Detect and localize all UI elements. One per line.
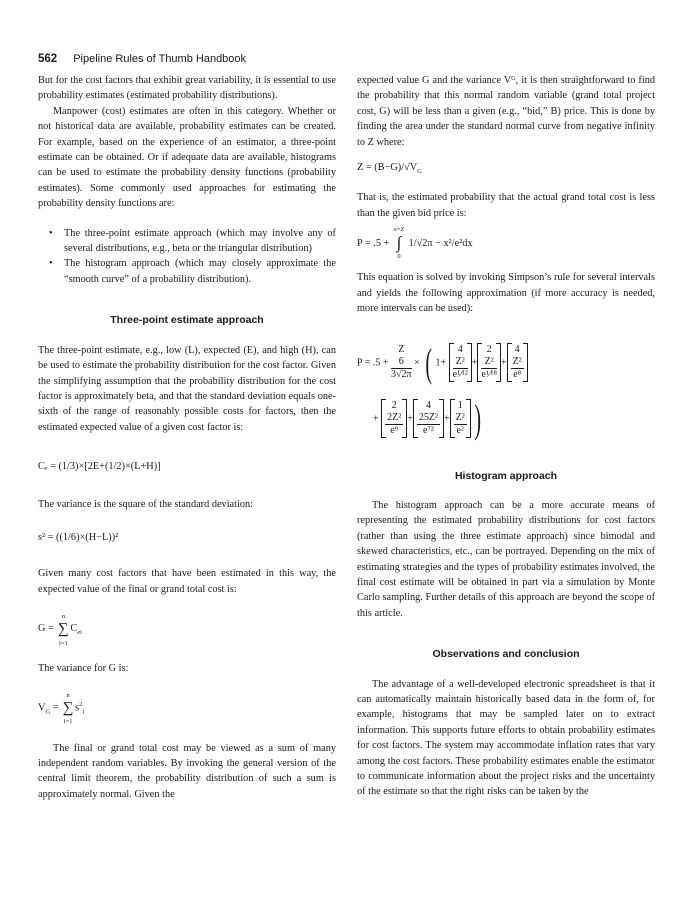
integral-lower: 0 <box>397 252 401 260</box>
left-paragraph-4: The variance is the square of the standard deviation: <box>38 498 254 510</box>
term-den: e⁷² <box>422 425 434 437</box>
sigma-lower: i=1 <box>63 718 73 726</box>
term-num: Z² <box>455 412 465 424</box>
left-column <box>38 73 336 802</box>
term-den: e¹⁄¹⁸ <box>481 369 497 381</box>
frac-num: 6 <box>391 356 412 369</box>
eq-lhs: G = <box>38 623 54 635</box>
eq-z-body: Z = (B−G)/√V <box>357 162 418 174</box>
equation-variance: s² = ((1/6)×(H−L))² <box>38 531 119 543</box>
equation-z <box>357 160 655 179</box>
term-num: 25Z² <box>418 412 438 424</box>
section-heading-histogram: Histogram approach <box>454 469 558 482</box>
simpson-term-3 <box>507 343 528 382</box>
right-paragraph-5: The advantage of a well-developed electronic spreadsheet is that it can automatically maintain historically based data in the form of, for example, histograms that may be sampled later on to extract information. This supports future efforts to obtain probability estimates for cost factors. The system may accommodate inflation rates that vary among the cost factors. These probability estimates enable the estimator to communicate information about the project risks and the uncertainty of the estimate so that the right risks can be taken by the <box>357 678 655 798</box>
frac-top-z: Z <box>398 344 405 356</box>
bullet-text: The histogram approach (which may closely approximate the “smooth curve” of a probability distribution). <box>64 258 336 285</box>
eq-rhs-subscript: i <box>82 708 85 716</box>
bullet-icon: • <box>49 258 53 270</box>
left-paragraph-3: The three-point estimate, e.g., low (L), expected (E), and high (H), can be used to estimate the probability distribution for the cost factor. Given the simplifying assumption that the probability distribution for the cost factor is approximately beta, and that the standard deviation equals one-sixth of the range of reasonably possible costs for factors, then the estimated expected value of a given cost factor is: <box>38 344 336 433</box>
term-coef: 1 <box>457 400 463 412</box>
frac-den: 3√2π <box>390 369 412 381</box>
sigma-lower: i=1 <box>59 639 68 647</box>
eq-rhs-superscript: 2 <box>79 700 83 708</box>
plus-sign: + <box>444 412 450 424</box>
left-paragraph-2: Manpower (cost) estimates are often in this category. Whether or not historical data are available, probability estimates can be created. For example, based on the experience of an estimator, a three-point estimate can be obtained. Or if adequate data are available, histograms can be used to estimate the probability density functions (probability estimates). Some commonly used approaches for estimating the probability density functions are: <box>38 105 336 210</box>
section-heading-observations: Observations and conclusion <box>432 648 580 661</box>
integral-icon: ∫ x=Z 0 <box>393 226 405 260</box>
right-paragraph-2: That is, the estimated probability that the actual grand total cost is less than the given bid price is: <box>357 192 655 219</box>
eq-prefix: P = .5 + <box>357 238 392 250</box>
equation-grand-total <box>38 613 336 647</box>
equation-probability-integral <box>357 226 655 260</box>
bullet-item <box>38 256 336 287</box>
equation-simpson <box>357 329 655 451</box>
term-coef: 4 <box>457 344 463 356</box>
bullet-list <box>38 226 336 288</box>
sigma-icon: ∑ n i=1 <box>58 613 69 647</box>
plus-sign: + <box>500 356 507 368</box>
eq-rhs: C <box>70 623 78 635</box>
simpson-one-plus: 1+ <box>435 356 447 368</box>
page-header <box>38 49 657 67</box>
term-coef: 4 <box>514 344 520 356</box>
bullet-text: The three-point estimate approach (which may involve any of several distributions, e.g., beta or the triangular distribution) <box>64 227 336 255</box>
sigma-icon: ∑ n i=1 <box>62 691 74 726</box>
sigma-upper: n <box>66 691 70 699</box>
term-den: e² <box>456 425 464 437</box>
simpson-term-5 <box>413 399 444 438</box>
bullet-icon: • <box>49 227 53 239</box>
running-title: Pipeline Rules of Thumb Handbook <box>73 53 247 65</box>
eq-lhs: V <box>38 701 46 713</box>
left-paren-icon: ( <box>425 339 433 385</box>
left-paragraph-7: The final or grand total cost may be viewed as a sum of many independent random variables. By invoking the general version of the central limit theorem, the probability distribution of such a sum is approximately normal. Given the <box>38 742 336 800</box>
equation-expected-cost: Cₑ = (1/3)×[2E+(1/2)×(L+H)] <box>38 461 161 473</box>
sigma-upper: n <box>61 613 66 621</box>
term-num: Z² <box>453 356 468 369</box>
simpson-term-4 <box>381 399 407 438</box>
simpson-term-6 <box>450 399 471 438</box>
right-paragraph-4: The histogram approach can be a more accurate means of representing the estimated probability distributions for cost factors (rather than using the three estimate approach) since bimodal and skewed characteristics, etc., can be portrayed. Depending on the mix of estimating strategies and the types of probability estimates involved, the final cost estimate will be obtained in part via a simulation by Monte Carlo sampling. Further details of this approach are beyond the scope of this article. <box>357 499 655 619</box>
simpson-term-2 <box>477 343 501 382</box>
eq-z-subscript: G <box>417 168 422 176</box>
times-sign: × <box>414 356 420 368</box>
right-paragraph-3: This equation is solved by invoking Simpson’s rule for several intervals and yields the following approximation (if more accuracy is needed, more intervals can be used): <box>357 272 655 315</box>
integral-upper: x=Z <box>393 226 405 234</box>
term-coef: 2 <box>391 400 397 412</box>
plus-sign: + <box>373 412 379 424</box>
term-coef: 2 <box>486 344 492 356</box>
simpson-lead: P = .5 + <box>357 356 389 368</box>
simpson-z-fraction <box>391 344 412 381</box>
term-den: e⁸ <box>513 369 522 381</box>
eq-lhs-subscript: G <box>45 708 51 716</box>
right-paren-icon: ) <box>474 395 481 441</box>
section-heading-three-point: Three-point estimate approach <box>110 314 264 327</box>
page-number: 562 <box>38 53 58 65</box>
term-num: Z² <box>512 356 522 368</box>
right-paragraph-1: expected value G and the variance Vᴳ, it is then straightforward to find the probability that this normal random variable (grand total project cost, G) will be less than a given (e.g., “bid,” B) price. This is done by finding the area under the standard normal curve from negative infinity to Z where: <box>357 75 655 148</box>
term-num: Z² <box>481 356 497 369</box>
term-coef: 4 <box>425 400 431 412</box>
bullet-item <box>38 226 336 257</box>
eq-integrand: 1/√2π − x²/e²dx <box>408 238 473 250</box>
equation-variance-total: $V_G$ = ∑ n i=1 $s^2_i$ <box>38 691 85 726</box>
left-paragraph-6: The variance for G is: <box>38 663 129 675</box>
right-column <box>357 73 655 800</box>
left-paragraph-1: But for the cost factors that exhibit great variability, it is essential to use probability estimates (estimated probability distributions). <box>38 75 336 102</box>
term-den: e¹⁄¹² <box>452 369 468 381</box>
term-num: 2Z² <box>387 412 402 424</box>
simpson-term-1 <box>449 343 472 382</box>
plus-sign: + <box>407 412 413 424</box>
eq-rhs: s <box>75 701 80 713</box>
plus-sign: + <box>471 356 478 368</box>
left-paragraph-5: Given many cost factors that have been estimated in this way, the expected value of the final or grand total cost is: <box>38 568 336 595</box>
eq-rhs-subscript: ei <box>77 629 82 637</box>
term-den: e⁹ <box>390 425 399 437</box>
